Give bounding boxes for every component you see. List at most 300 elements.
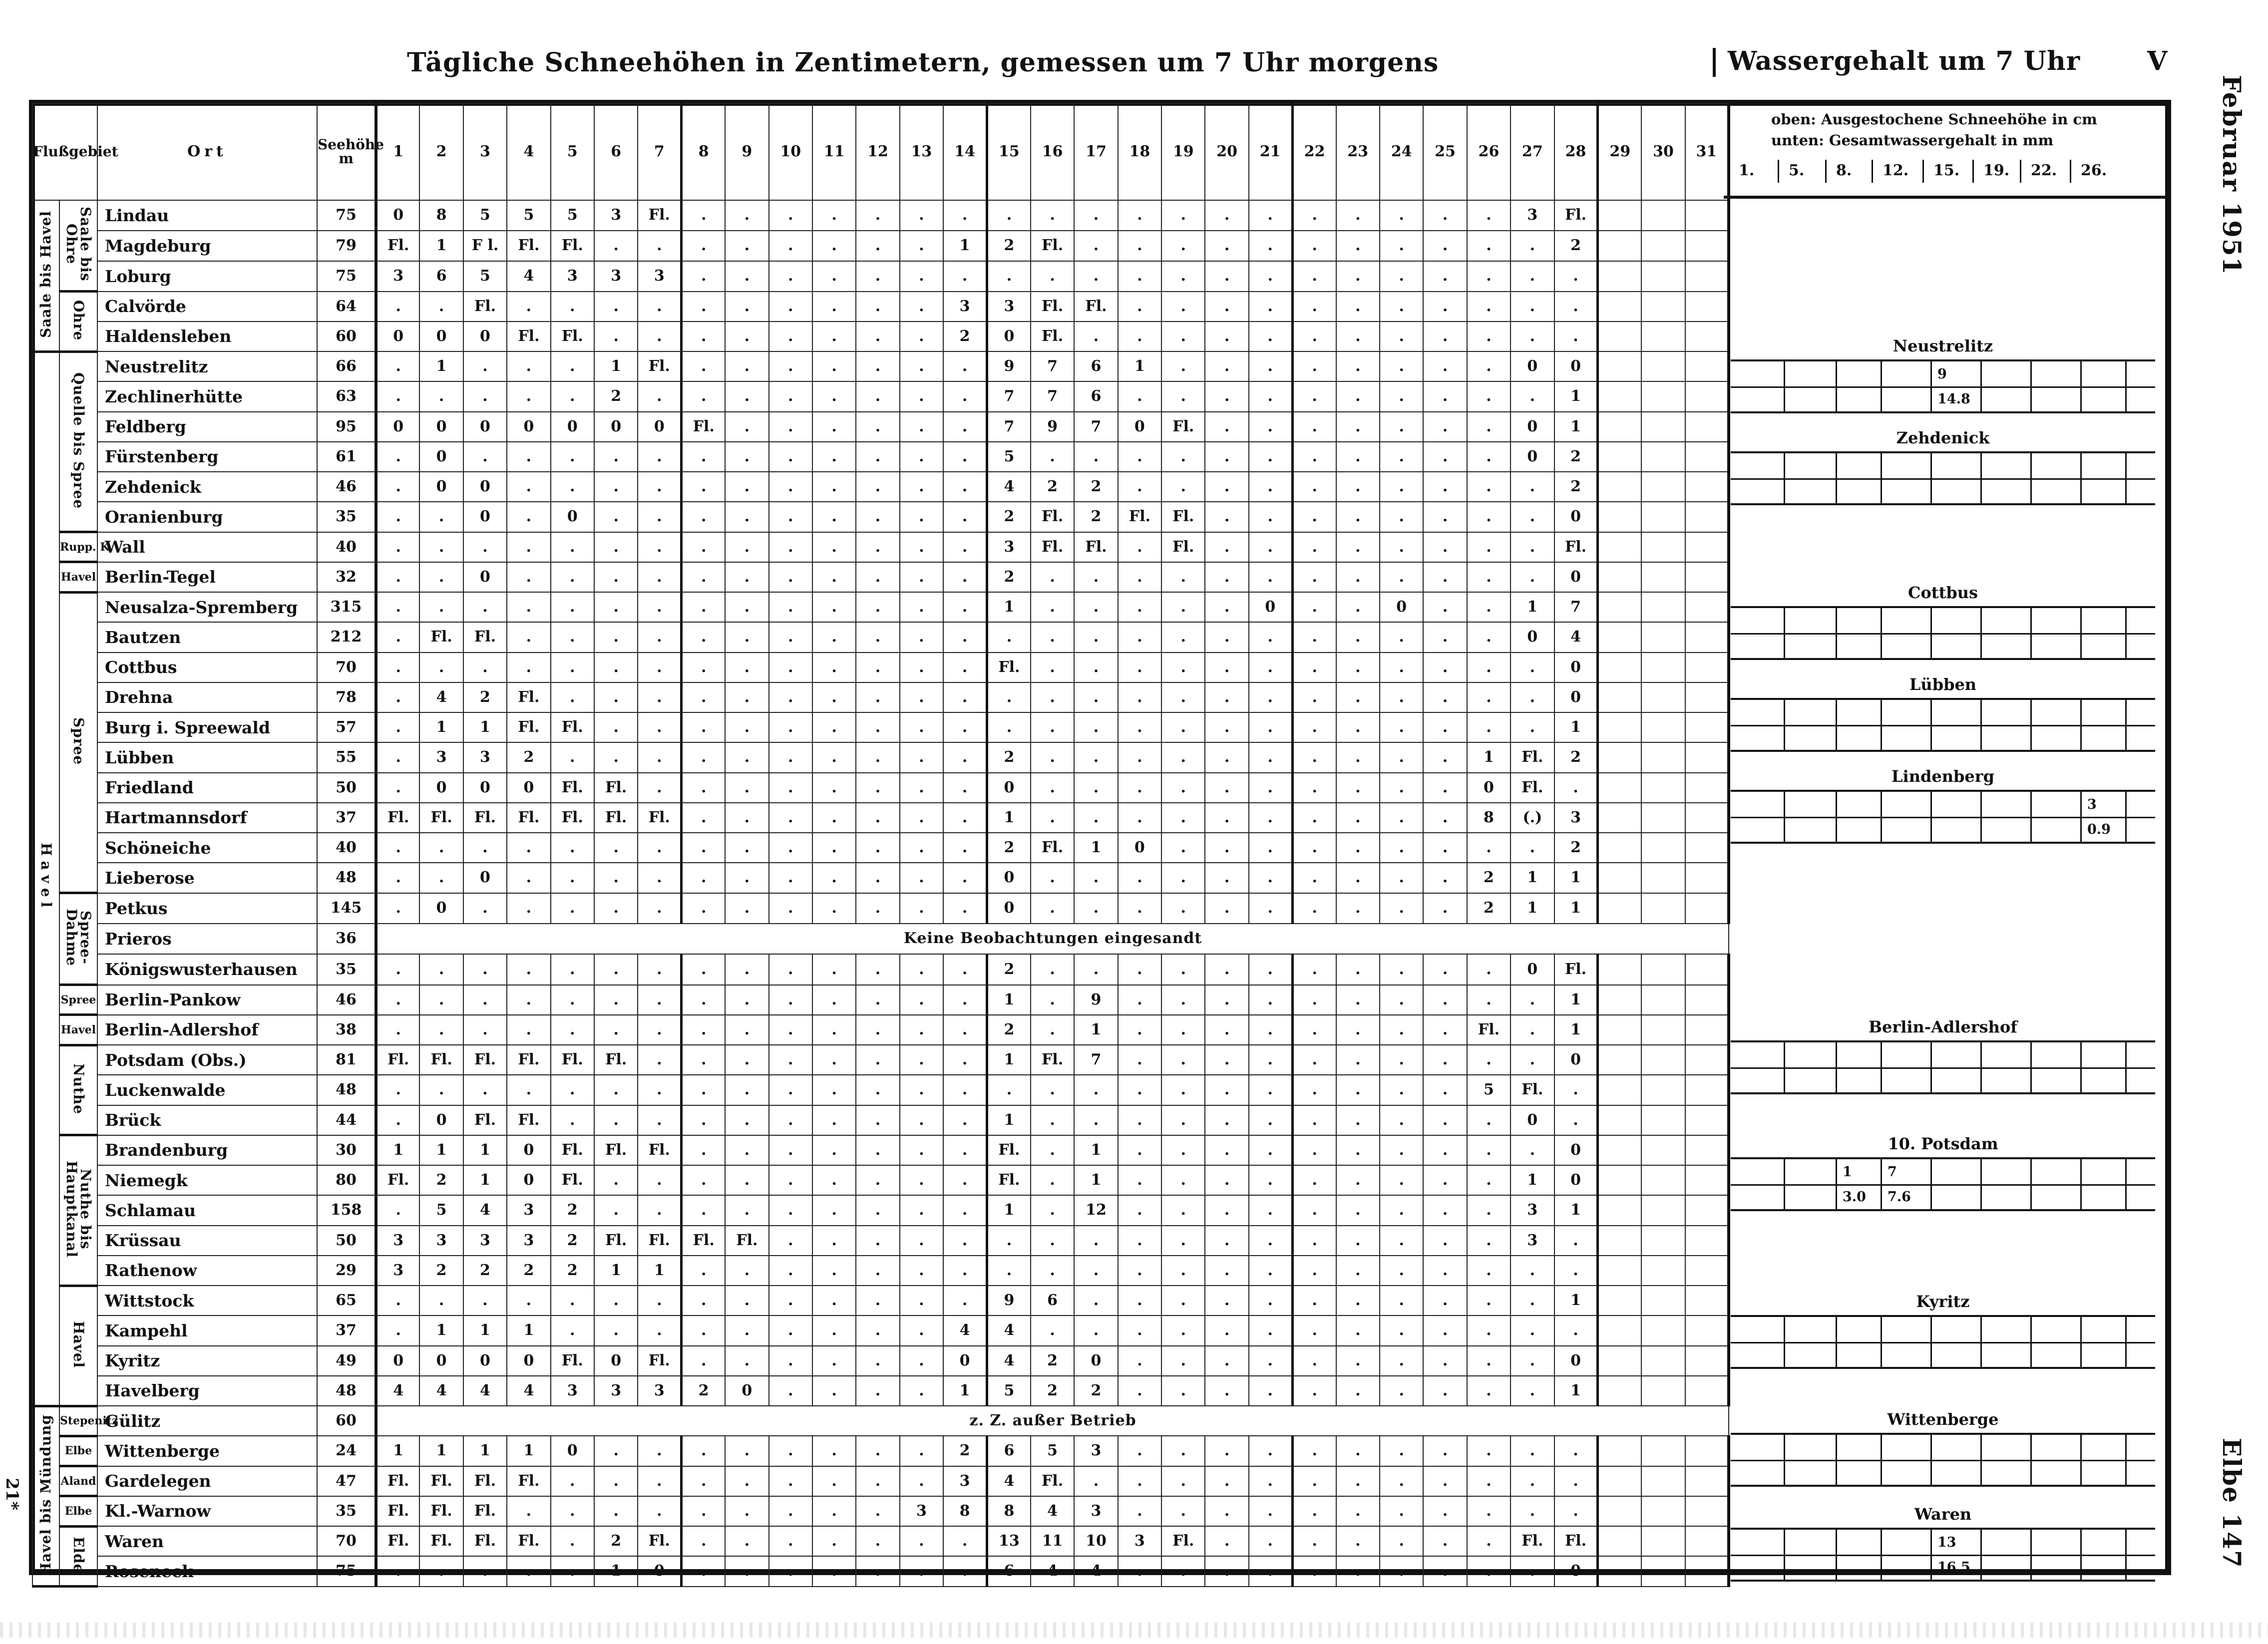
station-elevation: 70	[317, 653, 376, 682]
snow-depth-cell: .	[1161, 1286, 1205, 1315]
snow-depth-cell: .	[376, 1105, 419, 1135]
snow-depth-cell: .	[812, 322, 856, 351]
snow-depth-cell: 1	[1554, 863, 1598, 893]
snow-depth-cell: .	[856, 292, 899, 322]
snow-depth-cell: .	[1118, 231, 1161, 261]
snow-depth-cell: .	[1118, 1195, 1161, 1225]
snow-depth-cell: .	[1249, 200, 1292, 231]
snow-depth-cell: 6	[987, 1556, 1030, 1586]
snow-depth-cell: .	[1292, 381, 1336, 411]
snow-depth-cell: .	[1292, 592, 1336, 622]
snow-depth-cell: .	[594, 442, 638, 472]
station-elevation: 49	[317, 1346, 376, 1376]
snow-depth-cell	[1685, 653, 1729, 682]
snow-depth-cell: Fl.	[1554, 532, 1598, 562]
water-grid-divider	[2030, 1159, 2032, 1209]
snow-depth-cell: .	[1118, 532, 1161, 562]
snow-depth-cell: .	[1031, 954, 1074, 985]
snow-depth-cell: .	[1118, 322, 1161, 351]
snow-depth-cell: .	[1554, 1315, 1598, 1345]
snow-depth-cell: .	[856, 1346, 899, 1376]
snow-depth-cell: .	[551, 954, 594, 985]
snow-depth-cell: Fl.	[463, 1496, 507, 1526]
snow-depth-cell: .	[900, 954, 943, 985]
snow-depth-cell: .	[507, 1075, 550, 1105]
snow-depth-cell: .	[812, 773, 856, 803]
snow-depth-cell: .	[1336, 1015, 1380, 1045]
snow-depth-cell: .	[725, 712, 768, 742]
snow-depth-cell: .	[812, 1286, 856, 1315]
snow-depth-cell: .	[856, 985, 899, 1015]
inner-group-text: Havel	[60, 570, 96, 584]
station-elevation: 40	[317, 532, 376, 562]
snow-depth-cell: .	[769, 442, 812, 472]
snow-depth-cell: .	[769, 472, 812, 502]
snow-depth-cell: 0	[1554, 1045, 1598, 1075]
snow-depth-cell: .	[812, 1346, 856, 1376]
station-name: Neustrelitz	[97, 351, 317, 381]
snow-depth-cell: .	[1074, 863, 1118, 893]
snow-depth-cell: Fl.	[376, 1496, 419, 1526]
snow-depth-cell: .	[769, 1436, 812, 1466]
snow-depth-cell	[1598, 292, 1641, 322]
snow-depth-cell: 1	[507, 1315, 550, 1345]
snow-depth-cell: .	[1031, 1015, 1074, 1045]
table-row	[32, 592, 1729, 622]
snow-depth-cell: .	[1292, 1376, 1336, 1406]
snow-depth-cell: Fl.	[1161, 532, 1205, 562]
station-name: Lübben	[97, 742, 317, 772]
snow-depth-cell: .	[1423, 712, 1467, 742]
snow-depth-cell: .	[638, 712, 681, 742]
snow-depth-cell: .	[943, 200, 987, 231]
snow-depth-cell: .	[1336, 381, 1380, 411]
snow-depth-cell: .	[1161, 1315, 1205, 1345]
table-row	[32, 381, 1729, 411]
snow-depth-cell: .	[1380, 1526, 1423, 1556]
snow-depth-cell: 0	[1467, 773, 1511, 803]
snow-depth-cell: 0	[1511, 412, 1554, 442]
snow-depth-cell: 2	[987, 562, 1030, 592]
snow-depth-cell: 2	[1467, 893, 1511, 924]
snow-depth-cell: 2	[463, 682, 507, 712]
snow-depth-cell: .	[987, 622, 1030, 652]
snow-depth-cell: .	[551, 1075, 594, 1105]
section-number: V	[2147, 46, 2168, 76]
snow-depth-cell: 1	[419, 1135, 463, 1165]
snow-depth-cell: .	[682, 1466, 725, 1496]
snow-depth-cell: .	[769, 833, 812, 863]
snow-depth-cell: 0	[419, 1346, 463, 1376]
snow-depth-cell: .	[725, 1315, 768, 1345]
snow-depth-cell: .	[900, 893, 943, 924]
snow-depth-cell: .	[856, 381, 899, 411]
snow-depth-cell: Fl.	[507, 1466, 550, 1496]
snow-depth-cell: .	[1118, 592, 1161, 622]
snow-depth-cell: 1	[1074, 1165, 1118, 1195]
snow-depth-cell: 6	[1074, 351, 1118, 381]
snow-depth-cell: 1	[1554, 712, 1598, 742]
snow-depth-cell: .	[812, 412, 856, 442]
snow-depth-cell: .	[900, 622, 943, 652]
snow-depth-cell: .	[682, 1045, 725, 1075]
snow-depth-cell	[1598, 653, 1641, 682]
snow-depth-cell: 4	[419, 682, 463, 712]
snow-depth-cell	[1598, 502, 1641, 532]
snow-depth-cell: 2	[1554, 833, 1598, 863]
snow-depth-cell: .	[1336, 893, 1380, 924]
snow-depth-cell: .	[1423, 351, 1467, 381]
snow-depth-cell: .	[1467, 1315, 1511, 1345]
snow-depth-cell: .	[1205, 622, 1248, 652]
water-station-name: Lübben	[1909, 675, 1977, 694]
snow-depth-cell: .	[1511, 381, 1554, 411]
snow-depth-cell: .	[856, 1556, 899, 1586]
snow-depth-cell: .	[1336, 322, 1380, 351]
table-row	[32, 261, 1729, 292]
snow-depth-cell: .	[1031, 773, 1074, 803]
snow-depth-cell: .	[682, 682, 725, 712]
snow-depth-cell: .	[1292, 954, 1336, 985]
header-day-2: 2	[419, 103, 463, 200]
snow-depth-cell: .	[551, 1526, 594, 1556]
snow-depth-cell: .	[1511, 985, 1554, 1015]
snow-depth-cell: .	[682, 1015, 725, 1045]
snow-depth-cell: .	[1380, 712, 1423, 742]
snow-depth-cell	[1641, 502, 1685, 532]
snow-depth-cell: .	[1031, 712, 1074, 742]
snow-depth-cell: .	[1205, 1466, 1248, 1496]
snow-depth-cell: .	[812, 592, 856, 622]
snow-depth-cell: .	[856, 1376, 899, 1406]
snow-depth-cell: .	[1161, 985, 1205, 1015]
header-day-23: 23	[1336, 103, 1380, 200]
snow-depth-cell	[1598, 381, 1641, 411]
snow-depth-cell: 0	[943, 1346, 987, 1376]
basin-page-label: Elbe 147	[2217, 1438, 2247, 1569]
snow-depth-cell: .	[594, 712, 638, 742]
snow-depth-cell: 10	[1074, 1526, 1118, 1556]
snow-depth-cell: .	[1292, 653, 1336, 682]
water-grid-divider	[1836, 1435, 1837, 1485]
water-grid-divider	[2080, 453, 2082, 503]
snow-depth-cell: .	[551, 1315, 594, 1345]
snow-depth-cell: 3	[987, 532, 1030, 562]
snow-depth-cell: 2	[594, 1526, 638, 1556]
snow-depth-cell	[1685, 532, 1729, 562]
table-row	[32, 863, 1729, 893]
header-day-29: 29	[1598, 103, 1641, 200]
inner-group-label	[59, 592, 97, 893]
snow-depth-cell: .	[812, 653, 856, 682]
water-grid-divider	[1836, 1159, 1837, 1209]
snow-depth-cell: 8	[987, 1496, 1030, 1526]
snow-depth-cell: .	[856, 773, 899, 803]
snow-depth-cell: .	[463, 1556, 507, 1586]
snow-depth-cell	[1685, 1466, 1729, 1496]
snow-depth-cell: 2	[1554, 742, 1598, 772]
snow-depth-cell: .	[1336, 502, 1380, 532]
snow-depth-cell: .	[1511, 1256, 1554, 1286]
water-grid-divider	[2125, 361, 2127, 411]
snow-depth-cell: .	[1423, 682, 1467, 712]
snow-depth-cell: .	[812, 200, 856, 231]
snow-depth-cell: .	[943, 682, 987, 712]
snow-depth-cell: .	[1249, 562, 1292, 592]
snow-depth-cell: .	[900, 381, 943, 411]
snow-depth-cell: 1	[1074, 833, 1118, 863]
station-name: Zehdenick	[97, 472, 317, 502]
snow-depth-cell: .	[638, 562, 681, 592]
snow-depth-cell: .	[1249, 261, 1292, 292]
snow-depth-cell: Fl.	[463, 292, 507, 322]
snow-depth-cell: 3	[943, 292, 987, 322]
water-grid-divider	[1836, 792, 1837, 842]
snow-depth-cell: .	[682, 322, 725, 351]
snow-depth-cell	[1598, 833, 1641, 863]
snow-depth-cell: .	[900, 653, 943, 682]
snow-depth-cell: .	[463, 351, 507, 381]
station-elevation: 212	[317, 622, 376, 652]
snow-depth-cell: .	[551, 351, 594, 381]
header-day-30: 30	[1641, 103, 1685, 200]
snow-depth-cell	[1641, 1135, 1685, 1165]
snow-depth-cell: .	[638, 1165, 681, 1195]
water-grid-divider	[1784, 1159, 1785, 1209]
snow-depth-cell: .	[725, 412, 768, 442]
snow-depth-cell: 0	[419, 773, 463, 803]
snow-depth-cell: .	[900, 322, 943, 351]
header-day-21: 21	[1249, 103, 1292, 200]
snow-depth-cell: .	[1423, 833, 1467, 863]
header-ort: Ort	[97, 103, 317, 200]
snow-depth-cell: .	[1423, 653, 1467, 682]
snow-depth-cell: .	[769, 742, 812, 772]
snow-depth-cell: .	[1292, 712, 1336, 742]
snow-depth-cell: .	[594, 292, 638, 322]
snow-depth-cell: .	[856, 1135, 899, 1165]
snow-depth-cell: .	[682, 1315, 725, 1345]
snow-depth-cell: .	[1118, 1256, 1161, 1286]
snow-depth-cell: .	[725, 1466, 768, 1496]
snow-depth-cell: 0	[419, 442, 463, 472]
snow-depth-cell: 2	[1031, 472, 1074, 502]
snow-depth-cell: .	[638, 592, 681, 622]
snow-depth-cell	[1598, 231, 1641, 261]
snow-depth-cell: .	[1249, 712, 1292, 742]
snow-depth-cell: .	[638, 381, 681, 411]
station-name: Rathenow	[97, 1256, 317, 1286]
table-row	[32, 1315, 1729, 1345]
outer-group-text: Saale bis Havel	[37, 210, 54, 338]
snow-depth-cell: .	[1161, 653, 1205, 682]
snow-depth-cell	[1685, 1226, 1729, 1256]
snow-depth-cell: .	[856, 231, 899, 261]
snow-depth-cell: .	[1336, 833, 1380, 863]
snow-depth-cell: .	[1205, 351, 1248, 381]
snow-depth-cell: 0	[463, 773, 507, 803]
snow-depth-cell: .	[1118, 1286, 1161, 1315]
snow-depth-cell: .	[419, 954, 463, 985]
snow-depth-cell: 5	[463, 261, 507, 292]
snow-depth-cell: .	[507, 592, 550, 622]
snow-depth-cell: 0	[507, 1165, 550, 1195]
snow-depth-cell	[1685, 1105, 1729, 1135]
snow-depth-cell: .	[1380, 532, 1423, 562]
snow-depth-cell: .	[682, 803, 725, 833]
water-grid-divider	[1784, 1530, 1785, 1580]
snow-depth-cell: Fl.	[638, 200, 681, 231]
snow-depth-cell: .	[812, 472, 856, 502]
snow-depth-cell: Fl.	[1161, 1526, 1205, 1556]
snow-depth-cell: .	[1336, 592, 1380, 622]
snow-depth-cell: .	[856, 322, 899, 351]
snow-depth-cell	[1641, 1165, 1685, 1195]
snow-depth-cell: .	[1161, 1256, 1205, 1286]
snow-depth-cell: .	[812, 292, 856, 322]
snow-depth-cell: .	[725, 773, 768, 803]
snow-depth-cell: .	[507, 653, 550, 682]
snow-depth-cell: .	[507, 985, 550, 1015]
snow-depth-cell: .	[1423, 1315, 1467, 1345]
snow-depth-cell: 9	[1031, 412, 1074, 442]
snow-depth-cell: 3	[900, 1496, 943, 1526]
snow-depth-cell: Fl.	[1511, 742, 1554, 772]
snow-depth-cell: 2	[987, 1015, 1030, 1045]
snow-depth-cell: .	[725, 653, 768, 682]
snow-depth-cell: .	[1118, 381, 1161, 411]
snow-depth-cell: 0	[551, 1436, 594, 1466]
snow-depth-cell: .	[551, 622, 594, 652]
snow-depth-cell: 2	[1554, 472, 1598, 502]
snow-depth-cell: .	[1161, 322, 1205, 351]
snow-depth-cell: .	[1467, 1286, 1511, 1315]
snow-depth-cell	[1685, 351, 1729, 381]
snow-depth-cell: .	[551, 833, 594, 863]
snow-depth-cell: .	[1031, 1135, 1074, 1165]
snow-depth-cell: 0	[1554, 1135, 1598, 1165]
header-day-31: 31	[1685, 103, 1729, 200]
snow-depth-cell: .	[1292, 1226, 1336, 1256]
snow-depth-cell: .	[1118, 1346, 1161, 1376]
snow-depth-cell: 1	[1511, 863, 1554, 893]
station-elevation: 50	[317, 773, 376, 803]
snow-depth-cell: 0	[1118, 833, 1161, 863]
snow-depth-cell: .	[1380, 833, 1423, 863]
snow-depth-cell: 2	[507, 1256, 550, 1286]
water-grid-divider	[2080, 1435, 2082, 1485]
table-row	[32, 833, 1729, 863]
snow-depth-cell: .	[725, 532, 768, 562]
snow-depth-cell: .	[1292, 502, 1336, 532]
snow-depth-cell: Fl.	[551, 1045, 594, 1075]
snow-depth-cell: .	[856, 200, 899, 231]
snow-depth-cell: .	[1118, 261, 1161, 292]
snow-depth-cell: .	[1292, 1466, 1336, 1496]
snow-depth-cell: 0	[1380, 592, 1423, 622]
inner-group-label	[59, 1526, 97, 1587]
snow-depth-cell: .	[594, 231, 638, 261]
snow-depth-cell: 4	[987, 1315, 1030, 1345]
snow-depth-cell: .	[1336, 1526, 1380, 1556]
snow-depth-cell: .	[987, 1256, 1030, 1286]
snow-depth-cell: .	[551, 863, 594, 893]
snow-depth-cell	[1598, 1226, 1641, 1256]
snow-depth-cell: .	[1467, 1135, 1511, 1165]
water-grid-divider	[1881, 700, 1882, 750]
station-elevation: 315	[317, 592, 376, 622]
water-grid-divider	[1930, 453, 1932, 503]
snow-depth-cell: .	[682, 653, 725, 682]
water-grid-divider	[1930, 1530, 1932, 1580]
snow-depth-cell: 4	[987, 472, 1030, 502]
snow-depth-cell: .	[1511, 532, 1554, 562]
snow-depth-cell: .	[900, 742, 943, 772]
snow-depth-cell: .	[1292, 562, 1336, 592]
snow-depth-cell: 4	[1554, 622, 1598, 652]
station-elevation: 78	[317, 682, 376, 712]
snow-depth-cell: .	[463, 381, 507, 411]
snow-depth-cell: .	[812, 1376, 856, 1406]
snow-depth-cell: .	[1380, 1195, 1423, 1225]
snow-depth-cell: 1	[987, 803, 1030, 833]
snow-depth-cell: .	[1292, 1165, 1336, 1195]
table-row	[32, 803, 1729, 833]
header-day-25: 25	[1423, 103, 1467, 200]
snow-depth-cell: .	[1511, 261, 1554, 292]
snow-depth-cell: .	[638, 742, 681, 772]
water-station-name: Lindenberg	[1891, 767, 1994, 786]
station-name: Zechlinerhütte	[97, 381, 317, 411]
water-grid-divider	[2030, 1530, 2032, 1580]
snow-depth-cell: .	[507, 442, 550, 472]
snow-depth-cell: .	[1380, 1226, 1423, 1256]
station-elevation: 60	[317, 1406, 376, 1436]
snow-depth-cell: .	[638, 682, 681, 712]
snow-depth-cell: .	[1249, 1195, 1292, 1225]
snow-depth-cell: .	[507, 833, 550, 863]
snow-depth-cell	[1685, 412, 1729, 442]
snow-depth-cell	[1641, 562, 1685, 592]
snow-depth-cell: .	[1511, 322, 1554, 351]
snow-depth-cell: .	[638, 1315, 681, 1345]
snow-depth-cell	[1598, 682, 1641, 712]
snow-depth-cell: .	[1161, 1045, 1205, 1075]
station-name: Potsdam (Obs.)	[97, 1045, 317, 1075]
station-name: Schöneiche	[97, 833, 317, 863]
snow-depth-cell: .	[1249, 1286, 1292, 1315]
snow-depth-cell: .	[1336, 1556, 1380, 1586]
station-name: Loburg	[97, 261, 317, 292]
snow-depth-cell: .	[812, 442, 856, 472]
station-name: Kl.-Warnow	[97, 1496, 317, 1526]
snow-depth-cell: .	[1292, 1135, 1336, 1165]
snow-depth-cell: .	[1161, 200, 1205, 231]
snow-depth-cell: .	[1118, 653, 1161, 682]
snow-depth-cell: .	[769, 1556, 812, 1586]
header-seehoehe: Seehöhe m	[317, 103, 376, 200]
snow-depth-cell: .	[1205, 322, 1248, 351]
water-day-divider	[1922, 160, 1924, 183]
station-name: Luckenwalde	[97, 1075, 317, 1105]
table-row	[32, 893, 1729, 924]
snow-depth-cell: 6	[1074, 381, 1118, 411]
snow-depth-cell: .	[1031, 562, 1074, 592]
snow-depth-cell: .	[638, 1195, 681, 1225]
snow-depth-cell: .	[1467, 562, 1511, 592]
snow-depth-cell: .	[1380, 472, 1423, 502]
snow-depth-cell: .	[769, 381, 812, 411]
